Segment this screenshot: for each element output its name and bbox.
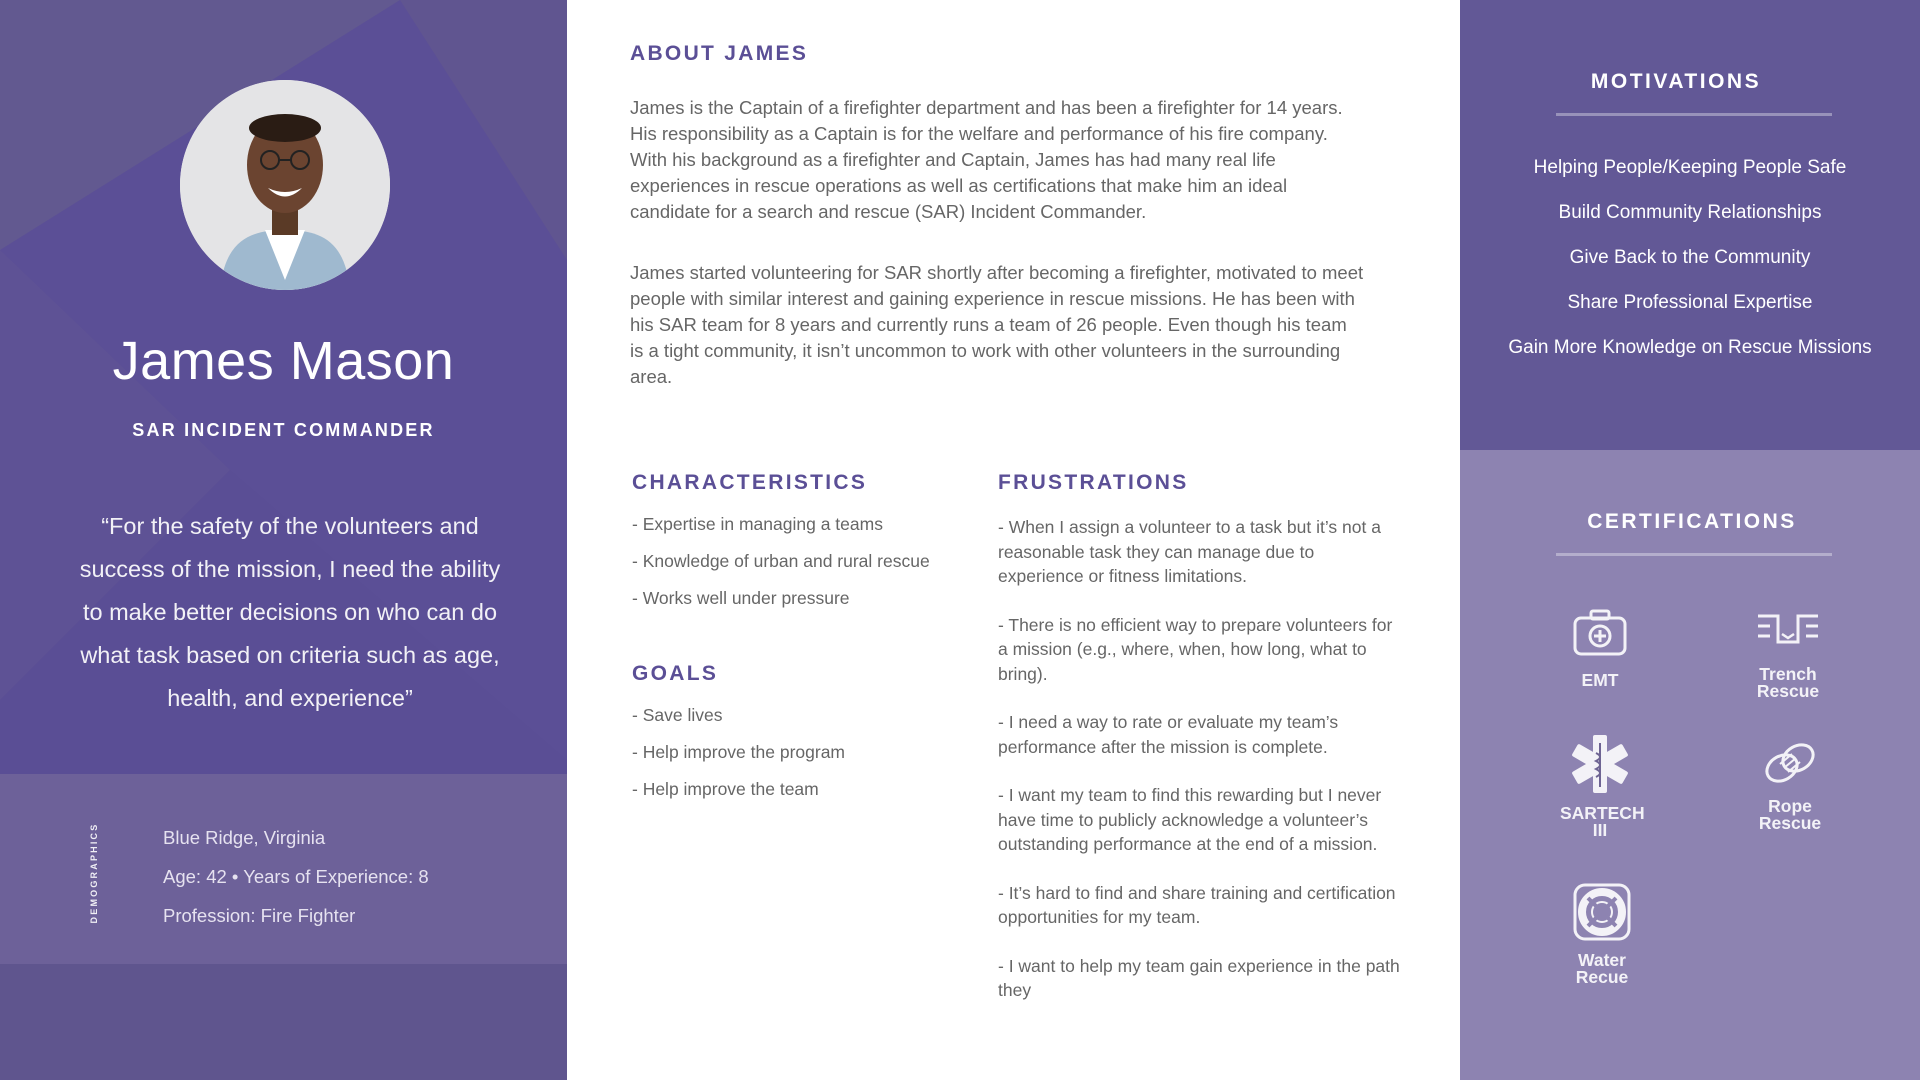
goals-list	[632, 704, 972, 815]
cert-sartech-label-2: III	[1592, 820, 1608, 840]
content-panel	[567, 0, 1460, 1080]
list-item: - Knowledge of urban and rural rescue	[632, 551, 930, 571]
list-item: Helping People/Keeping People Safe	[1533, 157, 1847, 178]
certifications-heading: CERTIFICATIONS	[1587, 510, 1797, 533]
demographics-list	[163, 818, 429, 935]
star-of-life-icon	[1569, 733, 1631, 795]
cert-trench-label-2: Rescue	[1756, 681, 1820, 701]
cert-rope-label-1: Rope	[1768, 796, 1812, 816]
about-paragraph-1: James is the Captain of a firefighter department and has been a firefighter for 14 years. His responsibility as a Captain is for the welfare and performance of his fire company. With his background as a firefighter and Captain, James has had many real life experiences in rescue operations as well as certifications that make him an ideal candidate for a search and rescue (SAR) Incident Commander.	[630, 97, 1343, 222]
motivations-divider	[1556, 113, 1832, 116]
characteristics-list	[632, 513, 972, 624]
certifications-panel	[1460, 450, 1920, 1080]
cert-rope-label-2: Rescue	[1758, 813, 1822, 833]
cert-emt-label: EMT	[1581, 670, 1619, 690]
list-item: - Expertise in managing a teams	[632, 514, 883, 534]
cert-trench-rescue	[1748, 612, 1828, 700]
list-item: - I want my team to find this rewarding but I never have time to publicly acknowledge a volunteer’s outstanding performance at the end of a mission.	[998, 785, 1382, 854]
list-item: - Help improve the program	[632, 742, 845, 762]
motivations-list	[1460, 156, 1920, 381]
cert-sartech	[1560, 733, 1645, 840]
person-portrait-icon	[180, 80, 390, 290]
persona-quote: “For the safety of the volunteers and success of the mission, I need the ability to make better decisions on who can do what task based on criteria such as age, health, and experience”	[79, 513, 501, 711]
cert-water-rescue	[1562, 882, 1642, 986]
profile-panel	[0, 0, 567, 1080]
demographics-profession: Profession: Fire Fighter	[163, 905, 356, 926]
cert-rope-rescue	[1750, 738, 1830, 832]
persona-name: James Mason	[112, 331, 455, 391]
list-item: - I want to help my team gain experience in the path they	[998, 955, 1400, 1000]
goals-heading: GOALS	[632, 662, 719, 685]
frustrations-list	[998, 515, 1403, 1027]
demographics-age: Age: 42 • Years of Experience: 8	[163, 866, 429, 887]
list-item: - When I assign a volunteer to a task but it’s not a reasonable task they can manage due to experience or fitness limitations.	[998, 517, 1381, 586]
trench-icon	[1756, 612, 1820, 652]
life-ring-icon	[1572, 882, 1632, 942]
avatar	[180, 80, 390, 290]
list-item: Give Back to the Community	[1569, 247, 1811, 268]
about-paragraph-2: James started volunteering for SAR shortly after becoming a firefighter, motivated to meet people with similar interest and gaining experience in rescue missions. He has been with his SAR team for 8 years and currently runs a team of 26 people. Even though his team is a tight community, it isn’t uncommon to work with other volunteers in the surrounding area.	[630, 262, 1364, 387]
list-item: - Works well under pressure	[632, 588, 850, 608]
list-item: - There is no efficient way to prepare volunteers for a mission (e.g., where, when, how long, what to bring).	[998, 614, 1393, 684]
cert-sartech-label-1: SARTECH	[1560, 803, 1645, 823]
demographics-location: Blue Ridge, Virginia	[163, 827, 326, 848]
list-item: - Save lives	[632, 705, 723, 725]
persona-role: SAR INCIDENT COMMANDER	[132, 420, 435, 440]
first-aid-kit-icon	[1572, 608, 1628, 658]
characteristics-heading: CHARACTERISTICS	[632, 471, 868, 494]
list-item: Share Professional Expertise	[1567, 292, 1813, 313]
frustrations-heading: FRUSTRATIONS	[998, 471, 1189, 494]
list-item: Gain More Knowledge on Rescue Missions	[1508, 337, 1872, 358]
list-item: - Help improve the team	[632, 779, 819, 799]
list-item: Build Community Relationships	[1558, 202, 1822, 223]
cert-emt	[1560, 608, 1640, 689]
rope-icon	[1760, 738, 1820, 788]
cert-water-label-2: Recue	[1575, 967, 1629, 987]
cert-trench-label-1: Trench	[1759, 664, 1817, 684]
list-item: - I need a way to rate or evaluate my team’s performance after the mission is complete.	[998, 712, 1339, 757]
certifications-divider	[1556, 553, 1832, 556]
bottom-strip	[0, 964, 567, 1080]
cert-water-label-1: Water	[1578, 950, 1626, 970]
list-item: - It’s hard to find and share training and certification opportunities for my team.	[998, 882, 1396, 927]
about-heading: ABOUT JAMES	[630, 42, 809, 65]
motivations-heading: MOTIVATIONS	[1590, 70, 1762, 93]
demographics-label: DEMOGRAPHICS	[89, 822, 99, 924]
